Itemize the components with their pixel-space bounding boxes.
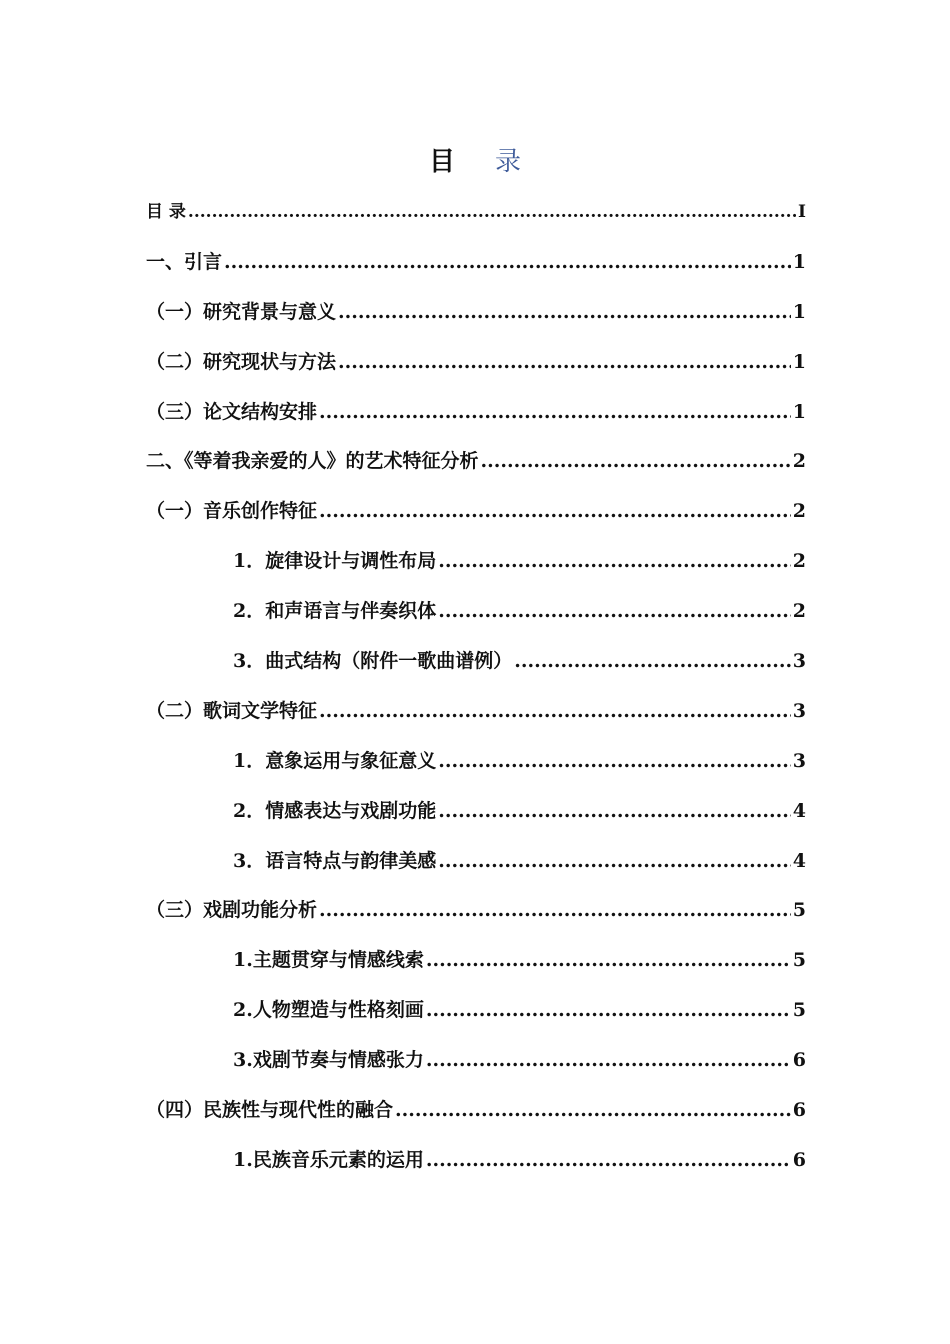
toc-entry-text: 二、《等着我亲爱的人》的艺术特征分析 xyxy=(146,450,479,473)
toc-entry-page: I xyxy=(798,202,806,222)
toc-dot-leader xyxy=(319,392,791,432)
toc-entry-page: 3 xyxy=(792,749,806,772)
toc-entry-text: （一）音乐创作特征 xyxy=(146,500,318,523)
toc-dot-leader xyxy=(438,541,791,581)
toc-entry-page: 1 xyxy=(792,250,806,273)
toc-entry-text: 1．旋律设计与调性布局 xyxy=(233,550,437,573)
toc-entry-text: 2．和声语言与伴奏织体 xyxy=(233,600,437,623)
toc-entry-text: （三）论文结构安排 xyxy=(146,400,318,423)
toc-entry-page: 3 xyxy=(792,650,806,673)
toc-entry-text: （三）戏剧功能分析 xyxy=(146,899,318,922)
toc-entry[interactable] xyxy=(0,491,950,541)
toc-dot-leader xyxy=(426,1140,791,1180)
toc-entry-text: 一、引言 xyxy=(146,250,223,273)
toc-entry[interactable] xyxy=(0,1140,950,1190)
toc-entry[interactable] xyxy=(0,392,950,442)
toc-heading-char-2: 录 xyxy=(495,147,522,177)
toc-dot-leader xyxy=(395,1090,791,1130)
toc-entry-text: 3.戏剧节奏与情感张力 xyxy=(233,1049,424,1072)
toc-entry-page: 5 xyxy=(792,999,806,1022)
toc-entry-page: 5 xyxy=(792,899,806,922)
toc-entry-text: （二）研究现状与方法 xyxy=(146,350,337,373)
toc-dot-leader xyxy=(338,292,791,332)
toc-dot-leader xyxy=(438,841,791,881)
toc-entry-text: （二）歌词文学特征 xyxy=(146,699,318,722)
toc-dot-leader xyxy=(438,791,791,831)
toc-entry-page: 4 xyxy=(792,849,806,872)
toc-entry-page: 2 xyxy=(792,450,806,473)
toc-entry-text: 1.主题贯穿与情感线索 xyxy=(233,949,424,972)
toc-heading xyxy=(0,142,950,182)
toc-dot-leader xyxy=(481,441,791,481)
toc-entry-text: 2.人物塑造与性格刻画 xyxy=(233,999,424,1022)
toc-dot-leader xyxy=(426,990,791,1030)
toc-entry[interactable] xyxy=(0,441,950,491)
toc-entry[interactable] xyxy=(0,940,950,990)
toc-entry-page: 1 xyxy=(792,300,806,323)
toc-entry[interactable] xyxy=(0,192,950,242)
toc-entry-page: 6 xyxy=(792,1148,806,1171)
toc-heading-char-1: 目 xyxy=(428,147,455,177)
toc-entry-page: 6 xyxy=(792,1099,806,1122)
toc-entry[interactable] xyxy=(0,292,950,342)
toc-entry-text: 3．曲式结构（附件一歌曲谱例） xyxy=(233,650,513,673)
toc-entry-page: 2 xyxy=(792,500,806,523)
toc-entry[interactable] xyxy=(0,841,950,891)
toc-entry[interactable] xyxy=(0,641,950,691)
toc-dot-leader xyxy=(338,342,791,382)
toc-dot-leader xyxy=(438,591,791,631)
toc-entry-text: （四）民族性与现代性的融合 xyxy=(146,1099,394,1122)
toc-list xyxy=(0,192,950,1190)
toc-entry[interactable] xyxy=(0,691,950,741)
toc-entry-text: 目 录 xyxy=(146,202,186,222)
toc-dot-leader xyxy=(319,890,791,930)
toc-dot-leader xyxy=(319,491,791,531)
toc-dot-leader xyxy=(514,641,791,681)
toc-entry-text: （一）研究背景与意义 xyxy=(146,300,337,323)
toc-entry-text: 3．语言特点与韵律美感 xyxy=(233,849,437,872)
toc-entry[interactable] xyxy=(0,342,950,392)
toc-entry[interactable] xyxy=(0,541,950,591)
toc-entry-page: 3 xyxy=(792,699,806,722)
toc-entry-page: 4 xyxy=(792,799,806,822)
toc-dot-leader xyxy=(426,1040,791,1080)
toc-entry-page: 5 xyxy=(792,949,806,972)
toc-entry[interactable] xyxy=(0,242,950,292)
toc-entry-page: 1 xyxy=(792,400,806,423)
toc-entry[interactable] xyxy=(0,890,950,940)
toc-entry[interactable] xyxy=(0,591,950,641)
toc-entry[interactable] xyxy=(0,1040,950,1090)
toc-entry-page: 2 xyxy=(792,550,806,573)
toc-dot-leader xyxy=(224,242,791,282)
toc-entry-text: 1．意象运用与象征意义 xyxy=(233,749,437,772)
toc-entry-text: 1.民族音乐元素的运用 xyxy=(233,1148,424,1171)
toc-entry-page: 6 xyxy=(792,1049,806,1072)
toc-dot-leader xyxy=(319,691,791,731)
toc-entry[interactable] xyxy=(0,1090,950,1140)
toc-dot-leader xyxy=(438,741,791,781)
toc-entry[interactable] xyxy=(0,741,950,791)
toc-entry-text: 2．情感表达与戏剧功能 xyxy=(233,799,437,822)
toc-entry-page: 1 xyxy=(792,350,806,373)
toc-entry[interactable] xyxy=(0,990,950,1040)
toc-dot-leader xyxy=(188,192,796,232)
toc-entry-page: 2 xyxy=(792,600,806,623)
toc-dot-leader xyxy=(426,940,791,980)
toc-entry[interactable] xyxy=(0,791,950,841)
